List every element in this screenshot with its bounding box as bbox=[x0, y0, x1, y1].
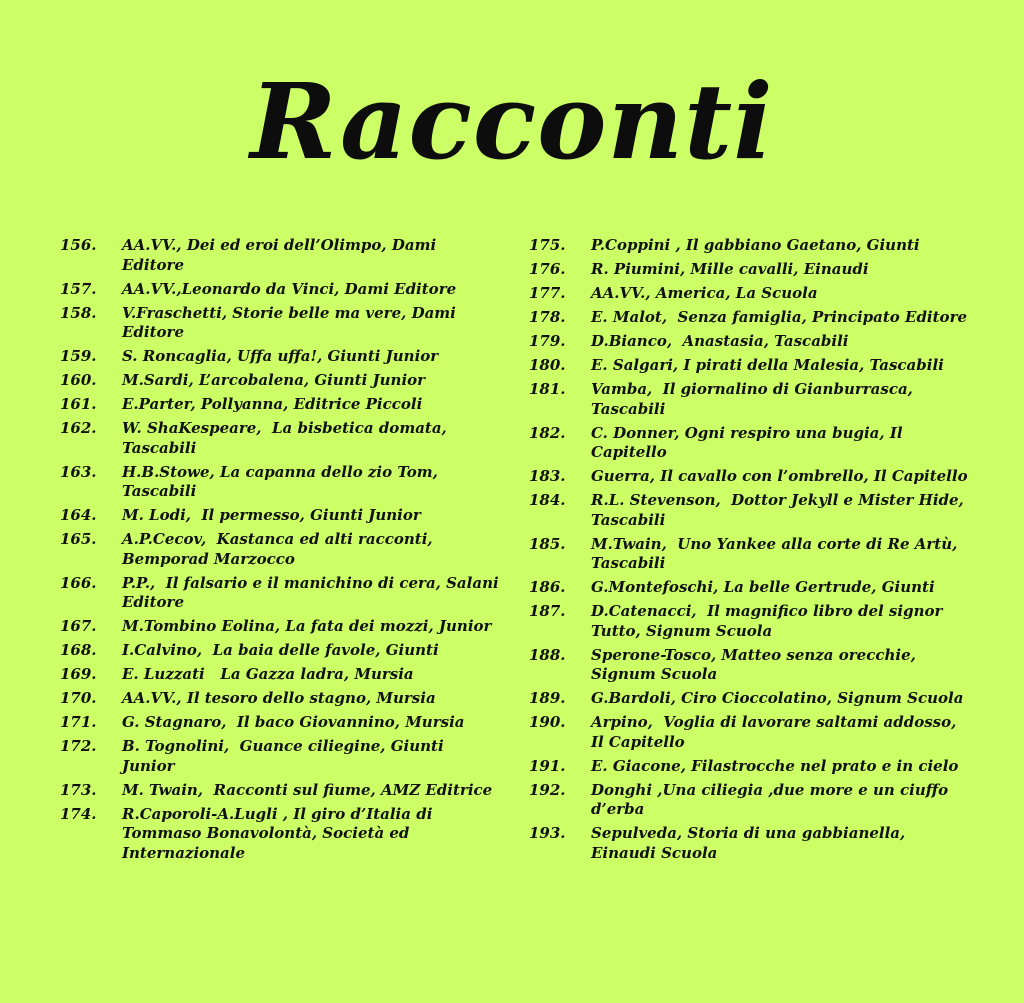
item-number: 156. bbox=[60, 236, 97, 254]
item-number: 162. bbox=[60, 419, 97, 437]
book-list-left bbox=[60, 236, 504, 868]
item-text: Sperone-Tosco, Matteo senza orecchie, Signum Scuola bbox=[591, 645, 922, 683]
item-text: AA.VV.,Leonardo da Vinci, Dami Editore bbox=[122, 279, 457, 298]
page-title: Racconti bbox=[250, 60, 774, 183]
item-number: 163. bbox=[60, 462, 97, 481]
item-number: 161. bbox=[60, 395, 97, 413]
list-item bbox=[529, 689, 969, 709]
list-item bbox=[60, 463, 500, 502]
list-item bbox=[60, 573, 504, 613]
item-text: A.P.Cecov, Kastanca ed alti racconti, Bemporad Marzocco bbox=[122, 530, 438, 568]
list-item bbox=[60, 665, 500, 685]
item-text: R. Piumini, Mille cavalli, Einaudi bbox=[591, 260, 869, 278]
item-text: E.Parter, Pollyanna, Editrice Piccoli bbox=[122, 395, 423, 413]
item-text: E. Giacone, Filastrocche nel prato e in cielo bbox=[591, 756, 959, 775]
list-item bbox=[60, 713, 500, 733]
list-item bbox=[529, 467, 969, 487]
list-item bbox=[529, 236, 969, 256]
item-text: E. Salgari, I pirati della Malesia, Tascabili bbox=[591, 356, 944, 374]
item-number: 179. bbox=[529, 332, 566, 350]
item-text: AA.VV., America, La Scuola bbox=[591, 284, 818, 302]
list-item bbox=[529, 356, 969, 376]
list-item bbox=[60, 371, 500, 391]
item-text: E. Malot, Senza famiglia, Principato Editore bbox=[591, 308, 968, 326]
list-item bbox=[60, 737, 500, 776]
item-text: AA.VV., Dei ed eroi dell’Olimpo, Dami Editore bbox=[122, 236, 442, 274]
item-number: 181. bbox=[529, 380, 566, 398]
list-item bbox=[60, 419, 500, 458]
list-item bbox=[60, 617, 500, 637]
list-item bbox=[529, 424, 969, 463]
item-number: 165. bbox=[60, 530, 97, 548]
list-item bbox=[60, 236, 500, 275]
list-item bbox=[529, 332, 969, 352]
item-text: D.Bianco, Anastasia, Tascabili bbox=[591, 332, 849, 350]
item-text: Donghi ,Una ciliegia ,due more e un ciuffo d’erba bbox=[591, 780, 954, 818]
item-text: Guerra, Il cavallo con l’ombrello, Il Capitello bbox=[591, 467, 968, 485]
list-item bbox=[60, 304, 500, 343]
item-text: Arpino, Voglia di lavorare saltami addosso, Il Capitello bbox=[591, 713, 962, 751]
item-text: Vamba, Il giornalino di Gianburrasca, Tascabili bbox=[591, 380, 919, 418]
item-number: 190. bbox=[529, 713, 566, 731]
item-text: M. Twain, Racconti sul fiume, AMZ Editrice bbox=[122, 780, 493, 799]
item-text: V.Fraschetti, Storie belle ma vere, Dami Editore bbox=[122, 303, 462, 341]
item-text: P.Coppini , Il gabbiano Gaetano, Giunti bbox=[591, 236, 920, 254]
item-text: H.B.Stowe, La capanna dello zio Tom, Tascabili bbox=[122, 462, 444, 500]
book-list-right bbox=[529, 236, 969, 868]
item-text: I.Calvino, La baia delle favole, Giunti bbox=[122, 641, 439, 659]
item-number: 183. bbox=[529, 467, 566, 485]
item-text: S. Roncaglia, Uffa uffa!, Giunti Junior bbox=[122, 347, 439, 365]
item-number: 187. bbox=[529, 602, 566, 620]
list-item bbox=[529, 380, 969, 419]
list-item bbox=[529, 646, 969, 685]
list-item bbox=[60, 506, 500, 526]
item-number: 158. bbox=[60, 303, 97, 322]
item-text: Sepulveda, Storia di una gabbianella, Einaudi Scuola bbox=[591, 824, 911, 862]
item-text: D.Catenacci, Il magnifico libro del signor Tutto, Signum Scuola bbox=[591, 602, 948, 640]
list-item bbox=[60, 280, 500, 300]
item-number: 185. bbox=[529, 534, 566, 553]
list-item bbox=[529, 535, 969, 574]
item-number: 173. bbox=[60, 780, 97, 799]
item-number: 167. bbox=[60, 617, 97, 635]
item-number: 186. bbox=[529, 578, 566, 596]
item-number: 164. bbox=[60, 506, 97, 524]
item-text: M.Tombino Eolina, La fata dei mozzi, Junior bbox=[122, 617, 492, 635]
list-item bbox=[60, 347, 500, 367]
list-item bbox=[529, 824, 969, 863]
item-number: 193. bbox=[529, 824, 566, 842]
item-text: P.P., Il falsario e il manichino di cera, Salani Editore bbox=[122, 573, 504, 611]
item-text: G. Stagnaro, Il baco Giovannino, Mursia bbox=[122, 713, 465, 731]
item-number: 184. bbox=[529, 491, 566, 509]
item-number: 178. bbox=[529, 308, 566, 326]
list-item bbox=[529, 602, 969, 641]
item-number: 174. bbox=[60, 804, 97, 823]
list-item bbox=[60, 530, 500, 569]
item-text: M.Sardi, L’arcobalena, Giunti Junior bbox=[122, 371, 426, 389]
item-text: B. Tognolini, Guance ciliegine, Giunti Junior bbox=[122, 737, 449, 775]
item-text: G.Bardoli, Ciro Cioccolatino, Signum Scuola bbox=[591, 689, 964, 707]
item-number: 192. bbox=[529, 780, 566, 799]
item-number: 171. bbox=[60, 713, 97, 731]
item-number: 168. bbox=[60, 641, 97, 659]
item-number: 159. bbox=[60, 347, 97, 365]
item-text: E. Luzzati La Gazza ladra, Mursia bbox=[122, 665, 414, 683]
list-item bbox=[529, 308, 969, 328]
list-item bbox=[529, 260, 969, 280]
item-text: R.L. Stevenson, Dottor Jekyll e Mister Hide, Tascabili bbox=[591, 491, 970, 529]
item-text: G.Montefoschi, La belle Gertrude, Giunti bbox=[591, 578, 935, 596]
item-text: AA.VV., Il tesoro dello stagno, Mursia bbox=[122, 689, 436, 707]
item-text: W. ShaKespeare, La bisbetica domata, Tascabili bbox=[122, 419, 453, 457]
list-item bbox=[529, 491, 969, 530]
list-item bbox=[60, 805, 500, 864]
item-number: 188. bbox=[529, 645, 566, 664]
list-item bbox=[60, 781, 500, 801]
list-item bbox=[529, 757, 969, 777]
list-item bbox=[529, 713, 969, 752]
item-number: 189. bbox=[529, 689, 566, 707]
item-number: 160. bbox=[60, 371, 97, 389]
item-text: C. Donner, Ogni respiro una bugia, Il Capitello bbox=[591, 423, 908, 461]
item-number: 166. bbox=[60, 573, 97, 592]
item-text: M.Twain, Uno Yankee alla corte di Re Artù, Tascabili bbox=[591, 534, 963, 572]
list-item bbox=[60, 641, 500, 661]
item-number: 180. bbox=[529, 356, 566, 374]
list-item bbox=[529, 578, 969, 598]
item-text: R.Caporoli-A.Lugli , Il giro d’Italia di Tommaso Bonavolontà, Società ed Internazionale bbox=[122, 804, 438, 862]
item-number: 175. bbox=[529, 236, 566, 254]
item-number: 169. bbox=[60, 665, 97, 683]
list-item bbox=[60, 395, 500, 415]
item-text: M. Lodi, Il permesso, Giunti Junior bbox=[122, 506, 421, 524]
item-number: 176. bbox=[529, 260, 566, 278]
item-number: 170. bbox=[60, 689, 97, 707]
list-item bbox=[60, 689, 500, 709]
item-number: 191. bbox=[529, 756, 566, 775]
item-number: 172. bbox=[60, 737, 97, 755]
item-number: 157. bbox=[60, 279, 97, 298]
item-number: 177. bbox=[529, 284, 566, 302]
list-item bbox=[529, 781, 969, 820]
item-number: 182. bbox=[529, 423, 566, 442]
list-item bbox=[529, 284, 969, 304]
